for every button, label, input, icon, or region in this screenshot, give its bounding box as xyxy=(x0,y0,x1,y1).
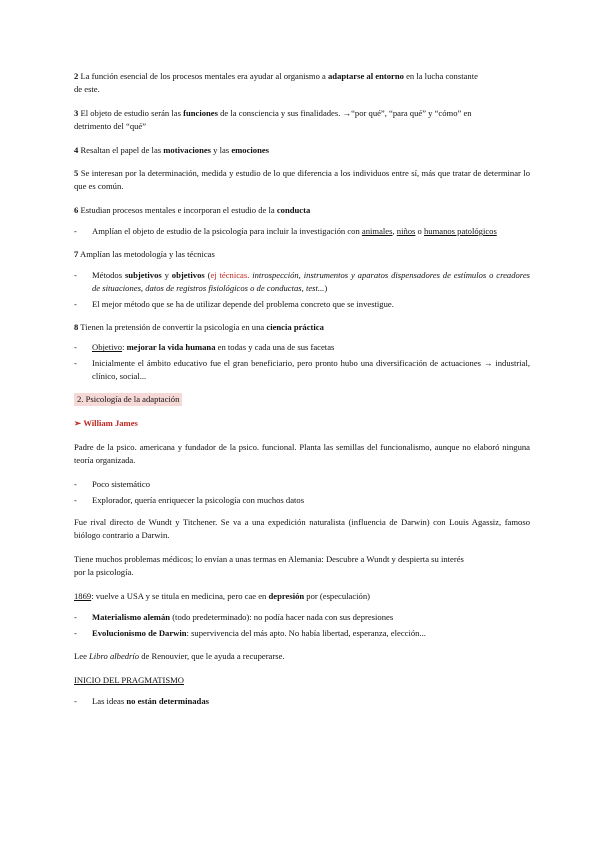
item-7: 7 Amplían las metodología y las técnicas xyxy=(74,249,215,260)
item-6: 6 Estudian procesos mentales e incorporan el estudio de la conducta xyxy=(74,205,311,216)
item-number: 5 xyxy=(74,168,79,179)
item-number: 2 xyxy=(74,71,79,81)
section-heading-text: 2. Psicología de la adaptación xyxy=(74,393,182,406)
item-7-list xyxy=(74,269,530,311)
arrow-bullet-icon: ➢ xyxy=(74,418,82,429)
item-number: 7 xyxy=(74,249,79,260)
item-3: 3 El objeto de estudio serán las funciones de la consciencia y sus finalidades. →“por qué”, “para qué” y “cómo” en detrimento del “qué” xyxy=(74,107,472,131)
item-8: 8 Tienen la pretensión de convertir la psicología en una ciencia práctica xyxy=(74,321,324,332)
item-2: 2 La función esencial de los procesos mentales era ayudar al organismo a adaptarse al entorno en la lucha constante de este. xyxy=(74,71,478,94)
list-item: - Inicialmente el ámbito educativo fue el gran beneficiario, pero pronto hubo una diversificación de actuaciones → industrial, clínico, social... xyxy=(74,357,530,383)
item-number: 4 xyxy=(74,144,79,155)
list-item: - Objetivo: mejorar la vida humana en todas y cada una de sus facetas xyxy=(74,341,530,354)
paragraph: Fue rival directo de Wundt y Titchener. Se va a una expedición naturalista (influencia de Darwin) con Louis Agassiz, famoso biólogo contrario a Darwin. xyxy=(74,517,530,541)
list-item: - El mejor método que se ha de utilizar depende del problema concreto que se investigue. xyxy=(74,298,530,311)
item-5: 5 Se interesan por la determinación, medida y estudio de lo que diferencia a los individuos entre sí, más que tratar de determinar lo que es común. xyxy=(74,168,530,192)
subheading-text: William James xyxy=(83,418,138,429)
paragraph: Padre de la psico. americana y fundador de la psico. funcional. Planta las semillas del funcionalismo, aunque no elaboró ninguna teoría organizada. xyxy=(74,441,530,465)
item-4: 4 Resaltan el papel de las motivaciones y las emociones xyxy=(74,144,270,155)
section-heading xyxy=(74,393,530,406)
item-6-list xyxy=(74,225,530,238)
subheading xyxy=(74,417,530,430)
list-item: - Materialismo alemán (todo predeterminado): no podía hacer nada con sus depresiones xyxy=(74,611,530,624)
list-item: - Evolucionismo de Darwin: supervivencia del más apto. No había libertad, esperanza, elección... xyxy=(74,627,530,640)
list-item: - Poco sistemático xyxy=(74,478,530,491)
item-number: 6 xyxy=(74,205,79,216)
pragmatism-list xyxy=(74,695,530,708)
paragraph: Lee Libro albedrío de Renouvier, que le ayuda a recuperarse. xyxy=(74,650,285,661)
causes-list xyxy=(74,611,530,640)
document-content xyxy=(74,70,530,717)
list-item: - Explorador, quería enriquecer la psicología con muchos datos xyxy=(74,494,530,507)
item-number: 3 xyxy=(74,107,79,118)
list-item: - Amplían el objeto de estudio de la psicología para incluir la investigación con animales, niños o humanos patológicos xyxy=(74,225,530,238)
item-8-list xyxy=(74,341,530,383)
year: 1869 xyxy=(74,591,92,602)
pragmatism-heading: INICIO DEL PRAGMATISMO xyxy=(74,674,184,685)
item-number: 8 xyxy=(74,321,79,332)
traits-list xyxy=(74,478,530,507)
paragraph: 1869: vuelve a USA y se titula en medicina, pero cae en depresión por (especulación) xyxy=(74,591,371,602)
list-item: - Las ideas no están determinadas xyxy=(74,695,530,708)
list-item: - Métodos subjetivos y objetivos (ej técnicas. introspección, instrumentos y aparatos dispensadores de estímulos o creadores de situaciones, datos de registros fisiológicos o de conductas, test...) xyxy=(74,269,530,295)
paragraph: Tiene muchos problemas médicos; lo envían a unas termas en Alemania: Descubre a Wundt y despierta su interés por la psicología. xyxy=(74,554,464,578)
